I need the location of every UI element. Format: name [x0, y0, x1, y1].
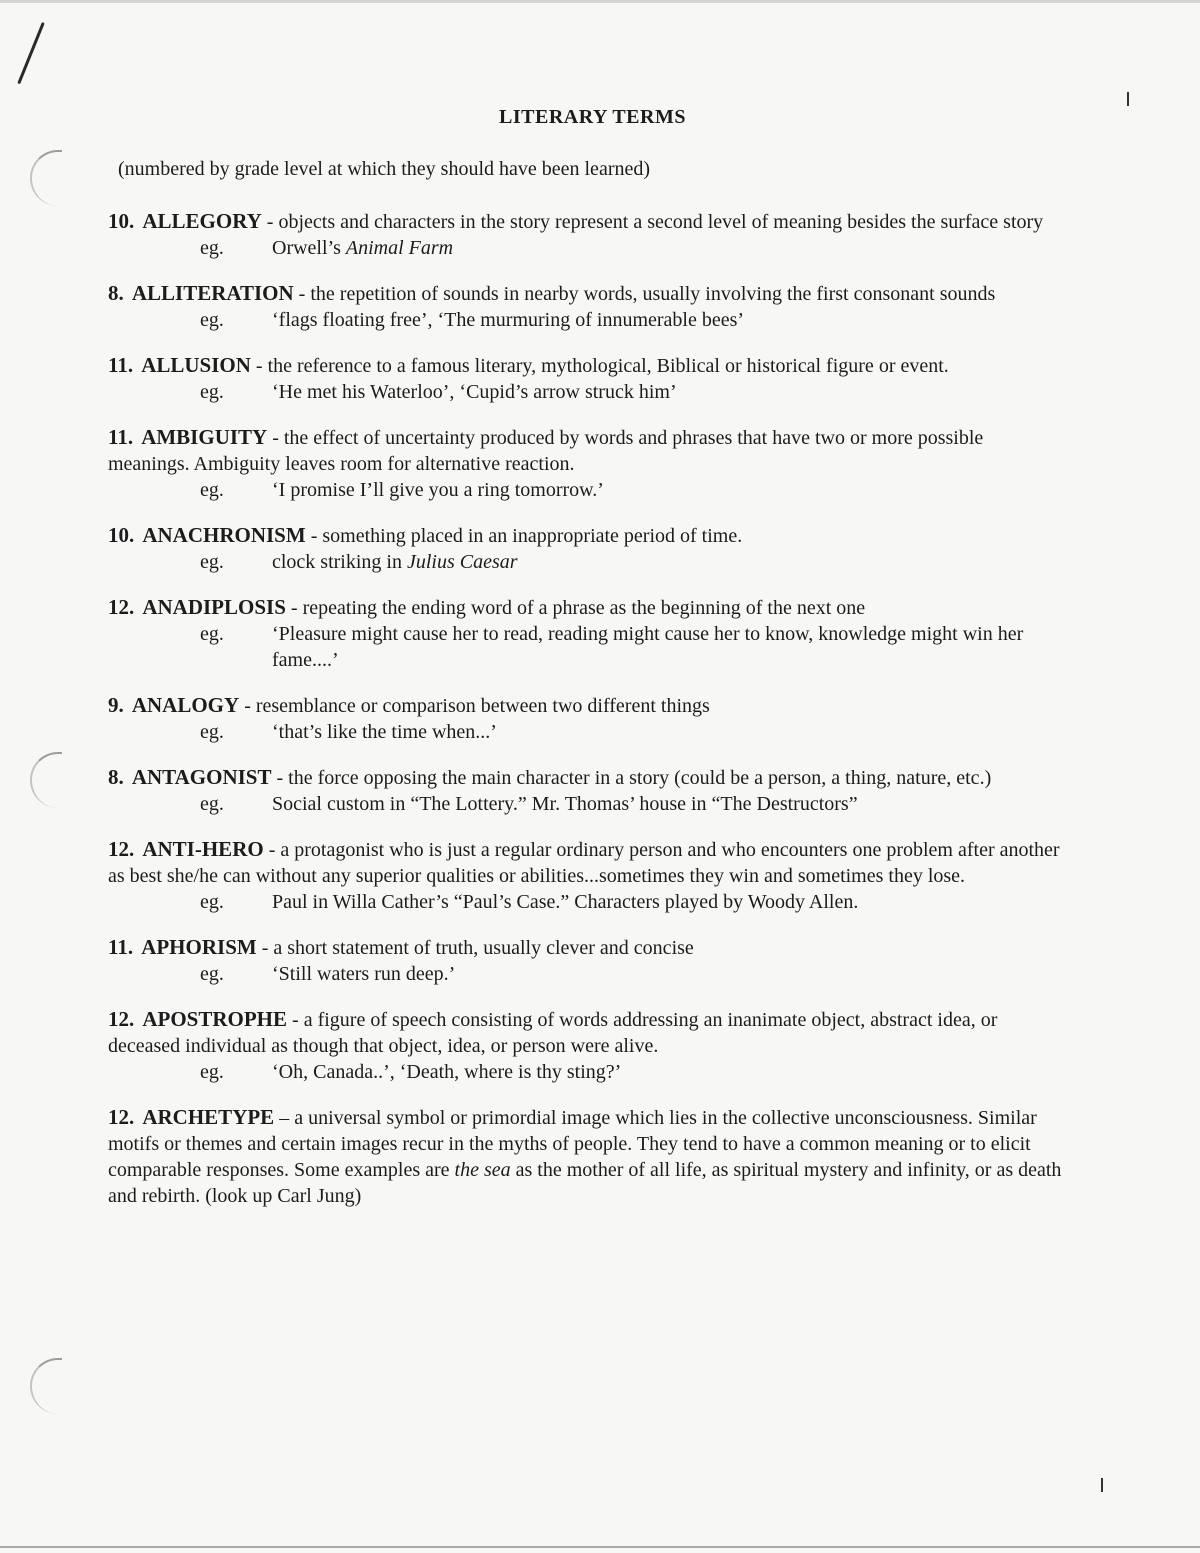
example-label: eg.	[200, 381, 224, 403]
term-definition-line: 8. ALLITERATION - the repetition of sounds in nearby words, usually involving the first consonant sounds	[108, 281, 996, 305]
term-example	[108, 307, 1068, 333]
term-heading	[108, 595, 286, 619]
example-body: ‘He met his Waterloo’, ‘Cupid’s arrow struck him’	[272, 381, 677, 403]
term-grade: 9.	[108, 693, 124, 717]
example-text	[272, 719, 1068, 745]
term-name: ANADIPLOSIS	[142, 595, 286, 619]
term-name: ANALOGY	[131, 693, 240, 717]
example-body: ‘flags floating free’, ‘The murmuring of innumerable bees’	[272, 309, 745, 331]
example-body: ‘Oh, Canada..’, ‘Death, where is thy sting?’	[272, 1061, 622, 1083]
term-example	[108, 379, 1068, 405]
term-grade: 11.	[108, 425, 134, 449]
term-definition-line: 12. ANADIPLOSIS - repeating the ending word of a phrase as the beginning of the next one	[108, 595, 866, 619]
term-example	[108, 791, 1068, 817]
term-definition-line: 8. ANTAGONIST - the force opposing the main character in a story (could be a person, a thing, nature, etc.)	[108, 765, 992, 789]
example-body: ‘Pleasure might cause her to read, reading might cause her to know, knowledge might win her fame....’	[272, 623, 1024, 671]
binder-hole-mark	[30, 1358, 62, 1414]
term-example	[108, 477, 1068, 503]
term-definition: resemblance or comparison between two different things	[255, 695, 710, 717]
example-label: eg.	[200, 721, 224, 743]
scan-top-edge	[0, 0, 1200, 3]
term-definition: something placed in an inappropriate period of time.	[322, 525, 743, 547]
term-name: ALLITERATION	[131, 281, 294, 305]
example-label: eg.	[200, 479, 224, 501]
term-definition: the repetition of sounds in nearby words, usually involving the first consonant sounds	[310, 283, 996, 305]
example-label: eg.	[200, 551, 224, 573]
example-title: Julius Caesar	[406, 551, 518, 573]
term-name: ANTI-HERO	[142, 837, 264, 861]
term-definition-line: 9. ANALOGY - resemblance or comparison between two different things	[108, 693, 710, 717]
example-label: eg.	[200, 1061, 224, 1083]
term-entry	[108, 424, 1068, 503]
term-definition-line: 12. APOSTROPHE - a figure of speech consisting of words addressing an inanimate object, abstract idea, or deceased individual as though that object, idea, or person were alive.	[108, 1007, 998, 1057]
term-definition: a universal symbol or primordial image which lies in the collective unconsciousness. Similar motifs or themes and certain images recur in the myths of people. They tend to have a common meaning or to elicit comparable responses. Some examples are	[108, 1107, 1037, 1181]
binder-hole-mark	[30, 752, 62, 808]
term-heading	[108, 353, 251, 377]
term-entry	[108, 1006, 1068, 1085]
term-example	[108, 549, 1068, 575]
term-heading	[108, 281, 294, 305]
example-text	[272, 477, 1068, 503]
term-definition-line: 11. ALLUSION - the reference to a famous literary, mythological, Biblical or historical figure or event.	[108, 353, 949, 377]
page-title: LITERARY TERMS	[499, 106, 686, 128]
term-definition: objects and characters in the story represent a second level of meaning besides the surface story	[278, 211, 1044, 233]
term-entry	[108, 352, 1068, 405]
term-definition-after: as the mother of all life, as spiritual mystery and infinity, or as death and rebirth. (look up Carl Jung)	[108, 1159, 1062, 1207]
example-label: eg.	[200, 793, 224, 815]
term-grade: 11.	[108, 935, 134, 959]
term-definition-line: 11. AMBIGUITY - the effect of uncertainty produced by words and phrases that have two or more possible meanings. Ambiguity leaves room for alternative reaction.	[108, 425, 984, 475]
example-text	[272, 1059, 1068, 1085]
example-label: eg.	[200, 623, 224, 645]
binder-hole-mark	[30, 150, 62, 206]
term-heading	[108, 523, 306, 547]
example-body: ‘Still waters run deep.’	[272, 963, 456, 985]
term-heading	[108, 209, 262, 233]
term-grade: 12.	[108, 1007, 135, 1031]
term-heading	[108, 1105, 274, 1129]
term-grade: 10.	[108, 209, 135, 233]
term-definition-line: 10. ANACHRONISM - something placed in an inappropriate period of time.	[108, 523, 743, 547]
term-example	[108, 961, 1068, 987]
example-body: Social custom in “The Lottery.” Mr. Thomas’ house in “The Destructors”	[272, 793, 858, 815]
term-grade: 8.	[108, 765, 124, 789]
term-heading	[108, 935, 257, 959]
example-text	[272, 791, 1068, 817]
example-text	[272, 961, 1068, 987]
term-name: ANTAGONIST	[131, 765, 272, 789]
term-definition-line: 12. ARCHETYPE – a universal symbol or primordial image which lies in the collective unconsciousness. Similar motifs or themes and certain images recur in the myths of people. They tend to have a common meaning or to elicit comparable responses. Some examples are the sea as the mother of all life, as spiritual mystery and infinity, or as death and rebirth. (look up Carl Jung)	[108, 1105, 1062, 1207]
term-name: ALLUSION	[141, 353, 251, 377]
term-name: AMBIGUITY	[141, 425, 268, 449]
term-definition: a figure of speech consisting of words addressing an inanimate object, abstract idea, or deceased individual as though that object, idea, or person were alive.	[108, 1009, 998, 1057]
term-example	[108, 719, 1068, 745]
term-example	[108, 235, 1068, 261]
term-entry	[108, 692, 1068, 745]
example-text	[272, 379, 1068, 405]
term-name: ARCHETYPE	[142, 1105, 275, 1129]
term-name: APHORISM	[141, 935, 257, 959]
term-definition: the effect of uncertainty produced by words and phrases that have two or more possible meanings. Ambiguity leaves room for alternative reaction.	[108, 427, 984, 475]
term-definition: a short statement of truth, usually clever and concise	[273, 937, 694, 959]
term-grade: 12.	[108, 595, 135, 619]
term-definition-italic: the sea	[454, 1159, 511, 1181]
example-body: clock striking in	[272, 551, 407, 573]
term-name: ANACHRONISM	[142, 523, 306, 547]
term-definition-line: 11. APHORISM - a short statement of truth, usually clever and concise	[108, 935, 694, 959]
term-definition: the force opposing the main character in a story (could be a person, a thing, nature, etc.)	[288, 767, 992, 789]
example-text	[272, 235, 1068, 261]
example-text	[272, 307, 1068, 333]
edge-mark	[1101, 1478, 1103, 1492]
example-body: ‘I promise I’ll give you a ring tomorrow.’	[272, 479, 604, 501]
term-entry	[108, 280, 1068, 333]
term-heading	[108, 837, 264, 861]
example-text	[272, 549, 1068, 575]
example-label: eg.	[200, 237, 224, 259]
term-definition: repeating the ending word of a phrase as the beginning of the next one	[302, 597, 866, 619]
example-title: Animal Farm	[345, 237, 454, 259]
example-text	[272, 889, 1068, 915]
scan-bottom-edge	[0, 1546, 1200, 1548]
term-entry	[108, 1104, 1068, 1209]
example-body: Paul in Willa Cather’s “Paul’s Case.” Characters played by Woody Allen.	[272, 891, 859, 913]
term-grade: 12.	[108, 837, 135, 861]
page-subtitle: (numbered by grade level at which they should have been learned)	[118, 158, 651, 180]
pen-mark	[17, 22, 45, 84]
term-name: APOSTROPHE	[142, 1007, 288, 1031]
term-entry	[108, 764, 1068, 817]
term-heading	[108, 693, 239, 717]
term-definition-line: 10. ALLEGORY - objects and characters in the story represent a second level of meaning besides the surface story	[108, 209, 1044, 233]
term-name: ALLEGORY	[142, 209, 262, 233]
example-body: ‘that’s like the time when...’	[272, 721, 497, 743]
term-grade: 10.	[108, 523, 135, 547]
term-definition: a protagonist who is just a regular ordinary person and who encounters one problem after another as best she/he can without any superior qualities or abilities...sometimes they win and sometimes they lose.	[108, 839, 1060, 887]
edge-mark	[1127, 92, 1129, 106]
term-entry	[108, 934, 1068, 987]
term-heading	[108, 765, 271, 789]
term-entry	[108, 208, 1068, 261]
example-label: eg.	[200, 309, 224, 331]
term-example	[108, 1059, 1068, 1085]
term-entry	[108, 594, 1068, 673]
term-entry	[108, 522, 1068, 575]
term-heading	[108, 1007, 287, 1031]
example-body: Orwell’s	[272, 237, 346, 259]
term-example	[108, 621, 1068, 673]
example-label: eg.	[200, 963, 224, 985]
term-grade: 11.	[108, 353, 134, 377]
term-grade: 8.	[108, 281, 124, 305]
term-example	[108, 889, 1068, 915]
term-entry	[108, 836, 1068, 915]
term-heading	[108, 425, 267, 449]
example-label: eg.	[200, 891, 224, 913]
example-text	[272, 621, 1068, 673]
term-grade: 12.	[108, 1105, 135, 1129]
term-definition-line: 12. ANTI-HERO - a protagonist who is just a regular ordinary person and who encounters one problem after another as best she/he can without any superior qualities or abilities...sometimes they win and sometimes they lose.	[108, 837, 1060, 887]
terms-list	[108, 208, 1068, 1228]
term-definition: the reference to a famous literary, mythological, Biblical or historical figure or event.	[267, 355, 949, 377]
